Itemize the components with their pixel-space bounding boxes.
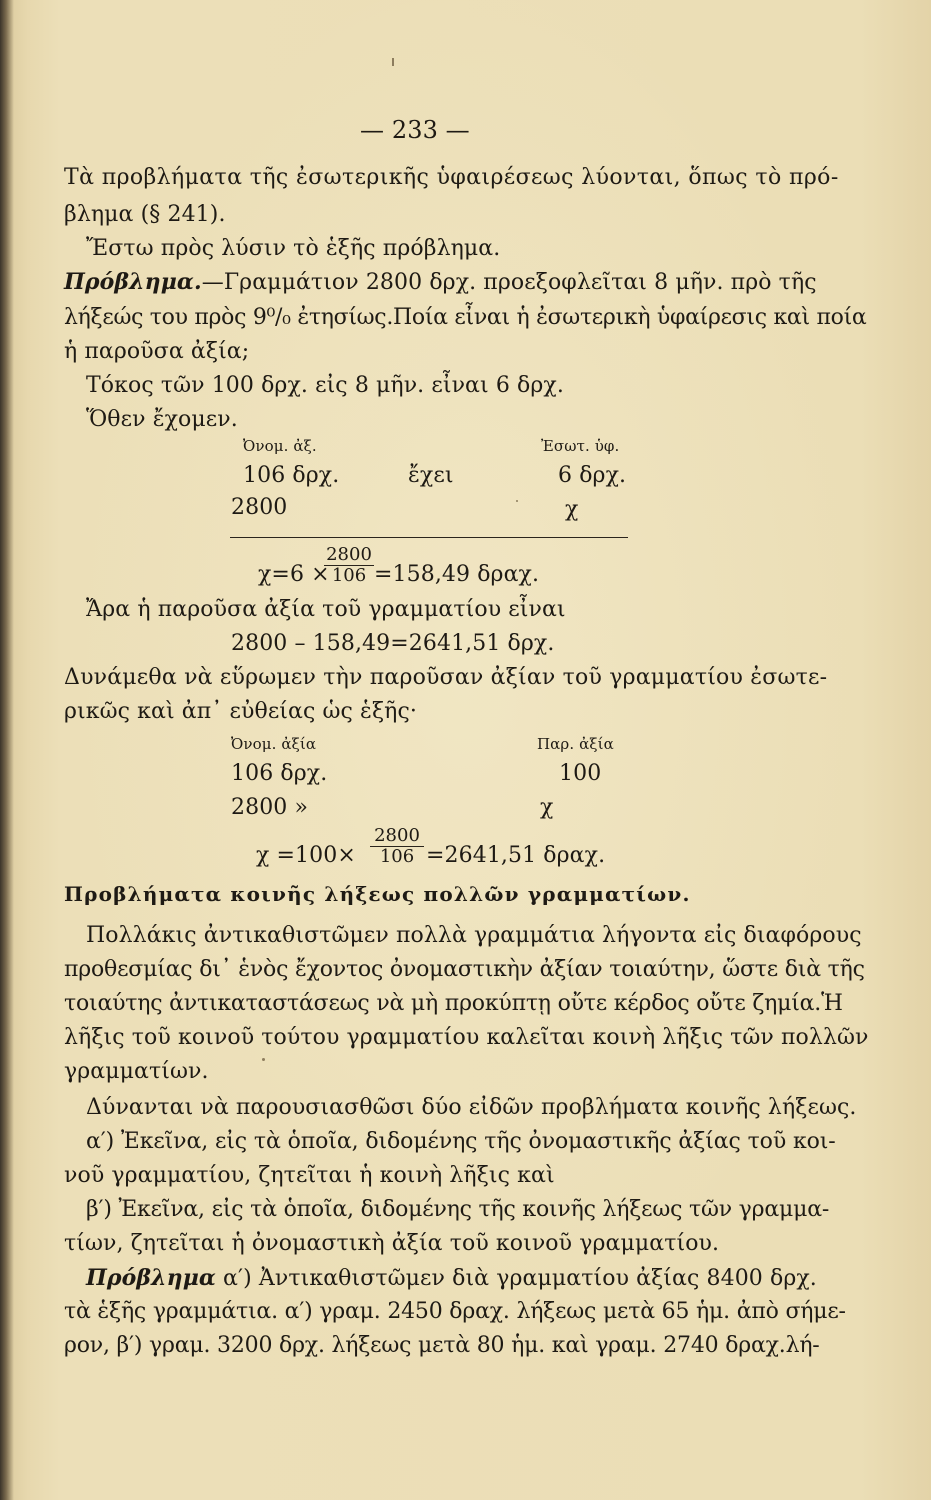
problem2-line-1-text: α′) Ἀντικαθιστῶμεν διὰ γραμματίου ἀξίας 8400 δρχ. — [215, 1266, 817, 1291]
table2-row2-nominal: 2800 » — [231, 795, 309, 820]
intro-line-3: Ἔστω πρὸς λύσιν τὸ ἑξῆς πρόβλημα. — [86, 236, 501, 261]
table2-header-nominal: Ὀνομ. ἀξία — [231, 735, 317, 753]
section-p1-line-1: Πολλάκις ἀντικαθιστῶμεν πολλὰ γραμμάτια λήγοντα εἰς διαφόρους — [86, 923, 862, 948]
section-p2-line-4: β′) Ἐκεῖνα, εἰς τὰ ὁποῖα, διδομένης τῆς κοινῆς λήξεως τῶν γραμμα- — [86, 1197, 830, 1222]
section-p2-line-3: νοῦ γραμματίου, ζητεῖται ἡ κοινὴ λῆξις καὶ — [64, 1163, 555, 1188]
page-binding-shadow — [0, 0, 14, 1500]
table1-row1-discount: 6 δρχ. — [558, 463, 627, 488]
direct-line-2: ρικῶς καὶ ἀπ᾿ εὐθείας ὡς ἑξῆς· — [64, 699, 417, 724]
formula1-numerator: 2800 — [324, 545, 374, 566]
problem1-line-1 — [64, 268, 817, 297]
table1-row1-has: ἔχει — [408, 463, 454, 488]
problem1-line-5: Ὅθεν ἔχομεν. — [86, 407, 238, 432]
section-p2-line-2: α′) Ἐκεῖνα, εἰς τὰ ὁποῖα, διδομένης τῆς ὀνομαστικῆς ἀξίας τοῦ κοι- — [86, 1129, 836, 1154]
formula2-fraction — [370, 826, 424, 867]
result1-line-1: Ἄρα ἡ παροῦσα ἀξία τοῦ γραμματίου εἶναι — [86, 597, 566, 622]
page-number: — 233 — — [360, 116, 470, 144]
table1-row2-nominal: 2800 — [231, 495, 288, 520]
problem1-line-3: ἡ παροῦσα ἀξία; — [64, 339, 250, 364]
table1-header-nominal: Ὀνομ. ἀξ. — [243, 437, 317, 455]
problem2-label: Πρόβλημα — [86, 1265, 216, 1291]
formula2-rhs: =2641,51 δραχ. — [426, 843, 606, 868]
table1-row1-nominal: 106 δρχ. — [243, 463, 340, 488]
problem1-line-2: λήξεώς του πρὸς 9⁰/₀ ἐτησίως.Ποία εἶναι ἡ ἐσωτερικὴ ὑφαίρεσις καὶ ποία — [64, 305, 867, 330]
section-heading: Προβλήματα κοινῆς λήξεως πολλῶν γραμματίων. — [64, 882, 691, 906]
paper-speck — [262, 1058, 265, 1061]
formula2-lhs: χ =100× — [256, 843, 356, 868]
formula2-numerator: 2800 — [370, 826, 424, 847]
intro-line-1: Τὰ προβλήματα τῆς ἐσωτερικῆς ὑφαιρέσεως λύονται, ὅπως τὸ πρό- — [64, 165, 839, 190]
table2-header-present: Παρ. ἀξία — [537, 735, 614, 753]
problem1-line-1-text: —Γραμμάτιον 2800 δρχ. προεξοφλεῖται 8 μῆν. πρὸ τῆς — [201, 270, 817, 295]
result1-line-2: 2800 – 158,49=2641,51 δρχ. — [231, 631, 555, 656]
table2-row1-nominal: 106 δρχ. — [231, 761, 328, 786]
problem1-line-4: Τόκος τῶν 100 δρχ. εἰς 8 μῆν. εἶναι 6 δρχ. — [86, 373, 564, 398]
table1-header-discount: Ἐσωτ. ὑφ. — [541, 437, 620, 455]
section-p2-line-1: Δύνανται νὰ παρουσιασθῶσι δύο εἰδῶν προβλήματα κοινῆς λήξεως. — [86, 1095, 857, 1120]
section-p1-line-2: προθεσμίας δι᾿ ἑνὸς ἔχοντος ὀνομαστικὴν ἀξίαν τοιαύτην, ὥστε διὰ τῆς — [64, 957, 865, 982]
section-p1-line-4: λῆξις τοῦ κοινοῦ τούτου γραμματίου καλεῖται κοινὴ λῆξις τῶν πολλῶν — [64, 1025, 869, 1050]
problem2-line-3: ρον, β′) γραμ. 3200 δρχ. λήξεως μετὰ 80 ἡμ. καὶ γραμ. 2740 δραχ.λή- — [64, 1333, 820, 1358]
problem2-line-1 — [86, 1264, 817, 1293]
table1-row2-discount: χ — [565, 497, 579, 522]
direct-line-1: Δυνάμεθα νὰ εὕρωμεν τὴν παροῦσαν ἀξίαν τοῦ γραμματίου ἐσωτε- — [64, 665, 828, 690]
table2-row2-present: χ — [540, 795, 554, 820]
formula1-lhs: χ=6 × — [258, 562, 330, 587]
formula1-fraction — [324, 545, 374, 586]
section-p1-line-3: τοιαύτης ἀντικαταστάσεως νὰ μὴ προκύπτῃ οὔτε κέρδος οὔτε ζημία.Ἡ — [64, 991, 843, 1016]
intro-line-2: βλημα (§ 241). — [64, 202, 226, 227]
table1-rule — [230, 537, 628, 538]
formula1-denominator: 106 — [331, 565, 367, 586]
table2-row1-present: 100 — [559, 761, 602, 786]
section-p2-line-5: τίων, ζητεῖται ἡ ὀνομαστικὴ ἀξία τοῦ κοινοῦ γραμματίου. — [64, 1231, 720, 1256]
formula2-denominator: 106 — [379, 846, 415, 867]
problem2-line-2: τὰ ἑξῆς γραμμάτια. α′) γραμ. 2450 δραχ. λήξεως μετὰ 65 ἡμ. ἀπὸ σήμε- — [64, 1299, 846, 1324]
formula1-rhs: =158,49 δραχ. — [374, 562, 540, 587]
paper-speck — [392, 58, 394, 66]
section-p1-line-5: γραμματίων. — [64, 1059, 209, 1084]
paper-speck — [516, 500, 518, 502]
problem1-label: Πρόβλημα. — [64, 269, 202, 295]
